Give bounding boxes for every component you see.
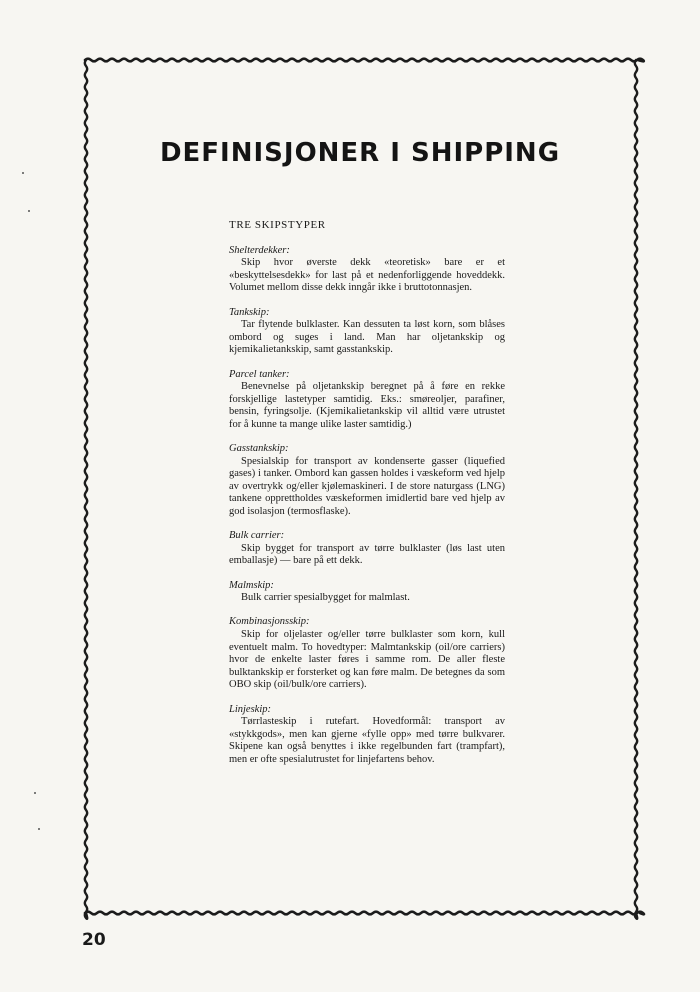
wavy-border-right	[635, 60, 637, 919]
definition-gasstankskip	[229, 443, 505, 519]
definition-term: Tankskip:	[229, 306, 270, 318]
paper-speck	[38, 828, 40, 830]
paper-speck	[34, 792, 36, 794]
definition-bulk-carrier	[229, 530, 505, 568]
definition-term: Parcel tanker:	[229, 368, 290, 380]
definition-malmskip	[229, 580, 505, 605]
definition-text: Benevnelse på oljetankskip beregnet på å føre en rekke forskjellige lastetyper samtidig. Eks.: smøreoljer, parafiner, bensin, fyringsolje. (Kjemikalietankskip vil alltid være utrustet for å kunne ta mange ulike laster samtidig.)	[229, 381, 505, 430]
definition-text: Tørrlasteskip i rutefart. Hovedformål: transport av «stykkgods», men kan gjerne «fylle opp» med tørre bulkvarer. Skipene kan også benyttes i ikke regelbunden fart (trampfart), men er ofte spesialutrustet for linjefartens behov.	[229, 716, 505, 765]
definition-text: Skip hvor øverste dekk «teoretisk» bare er et «beskyttelsesdekk» for last på et nedenforliggende hoveddekk. Volumet mellom disse dekk inngår ikke i bruttotonnasjen.	[229, 257, 505, 294]
definition-term: Shelterdekker:	[229, 244, 290, 256]
wavy-border-bottom	[85, 912, 644, 915]
definition-text: Tar flytende bulklaster. Kan dessuten ta løst korn, som blåses ombord og suges i land. Man har oljetankskip og kjemikalietankskip, samt gasstankskip.	[229, 319, 505, 356]
wavy-border-top	[85, 59, 644, 62]
definition-text: Bulk carrier spesialbygget for malmlast.	[241, 592, 410, 604]
definition-term: Malmskip:	[229, 579, 274, 591]
paper-speck	[22, 172, 24, 174]
definition-shelterdekker	[229, 245, 505, 295]
definition-term: Linjeskip:	[229, 703, 271, 715]
definition-term: Gasstankskip:	[229, 443, 289, 455]
definition-text: Skip for oljelaster og/eller tørre bulklaster som korn, kull eventuelt malm. To hovedtyper: Malmtankskip (oil/ore carriers) hvor de enkelte laster føres i samme rom. De aller fleste bulktankskip er forsterket og kan føre malm. De betegnes da som OBO skip (oil/bulk/ore carriers).	[229, 629, 505, 691]
definition-tankskip	[229, 307, 505, 357]
definition-parcel-tanker	[229, 369, 505, 432]
definition-term: Kombinasjonsskip:	[229, 616, 310, 628]
definition-kombinasjonsskip	[229, 616, 505, 692]
wavy-border-left	[85, 60, 87, 919]
page-title: DEFINISJONER I SHIPPING	[159, 138, 561, 168]
definition-text: Spesialskip for transport av kondenserte gasser (liquefied gases) i tanker. Ombord kan gassen holdes i væskeform ved hjelp av overtrykk og/eller kjølemaskineri. I de store naturgass (LNG) tankene opprettholdes væskeformen imidlertid bare ved hjelp av god isolasjon (termosflaske).	[229, 455, 505, 518]
paper-speck	[28, 210, 30, 212]
definition-linjeskip	[229, 704, 505, 767]
article-body	[229, 219, 505, 778]
definition-term: Bulk carrier:	[229, 530, 285, 542]
definition-text: Skip bygget for transport av tørre bulklaster (løs last uten emballasje) — bare på ett dekk.	[229, 542, 505, 567]
page-number: 20	[82, 930, 106, 950]
section-heading: TRE SKIPSTYPER	[229, 219, 326, 231]
